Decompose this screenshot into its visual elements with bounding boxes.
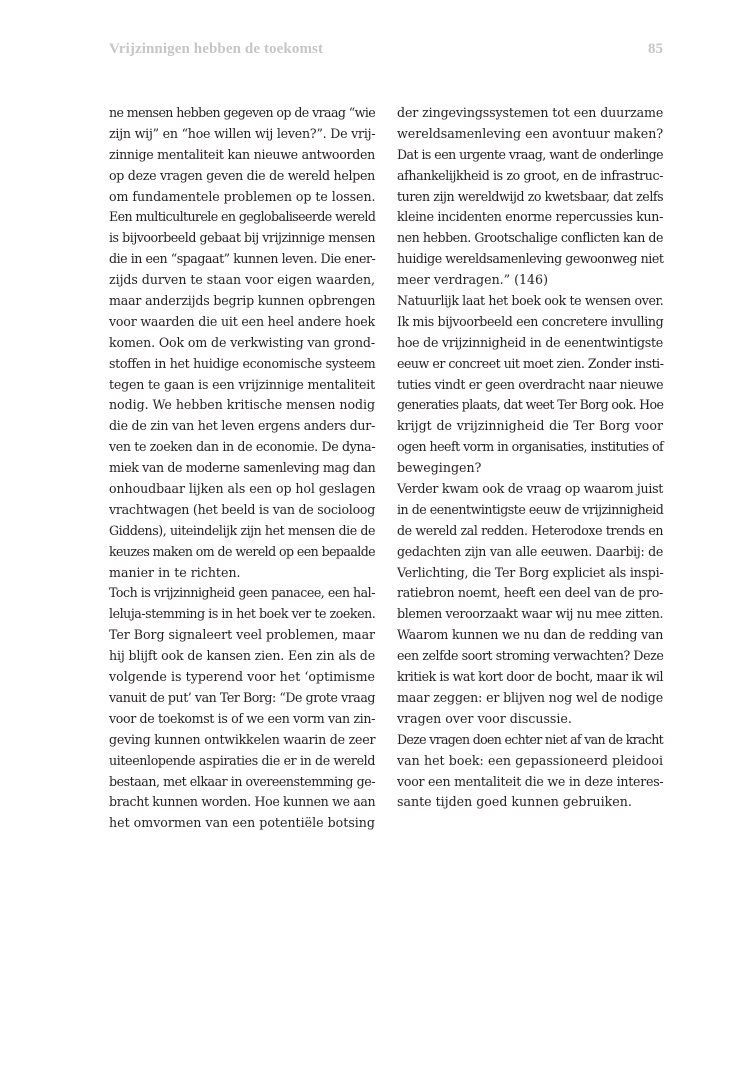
text-line: tuties vindt er geen overdracht naar nieuwe <box>397 376 664 392</box>
text-line: zijds durven te staan voor eigen waarden, <box>109 272 375 288</box>
text-line: voor een mentaliteit die we in deze interes- <box>397 773 664 789</box>
text-line: Een multiculturele en geglobaliseerde wereld <box>109 209 376 225</box>
text-line: blemen veroorzaakt waar wij nu mee zitten. <box>397 606 664 622</box>
text-line: die in een “spagaat” kunnen leven. Die ener- <box>109 251 376 267</box>
text-line: eeuw er concreet uit moet zien. Zonder insti- <box>397 355 664 371</box>
text-line: Verder kwam ook de vraag op waarom juist <box>397 481 663 497</box>
text-line: der zingevingssystemen tot een duurzame <box>397 105 664 120</box>
text-line: van het boek: een gepassioneerd pleidooi <box>397 752 663 768</box>
text-line: Ik mis bijvoorbeeld een concretere invulling <box>397 313 664 329</box>
text-line: ogen heeft vorm in organisaties, instituties of <box>397 439 664 455</box>
running-head-title: Vrijzinnigen hebben de toekomst <box>109 41 324 57</box>
text-line: tegen te gaan is een vrijzinnige mentaliteit <box>109 376 375 392</box>
text-line: huidige wereldsamenleving gewoonweg niet <box>397 251 664 267</box>
text-line: om fundamentele problemen op te lossen. <box>109 188 376 204</box>
text-line: maar anderzijds begrip kunnen opbrengen <box>109 293 376 309</box>
text-line: Dat is een urgente vraag, want de onderlinge <box>397 146 663 162</box>
text-line: ne mensen hebben gegeven op de vraag “wie <box>109 105 376 120</box>
text-line: meer verdragen.” (146) <box>397 272 548 288</box>
text-line: volgende is typerend voor het ‘optimisme <box>109 669 375 685</box>
text-line: miek van de moderne samenleving mag dan <box>109 460 376 476</box>
text-line: Deze vragen doen echter niet af van de kracht <box>397 731 663 747</box>
text-line: Verlichting, die Ter Borg expliciet als inspi- <box>397 564 664 580</box>
text-line: Toch is vrijzinnigheid geen panacee, een hal- <box>109 585 375 601</box>
text-line: onhoudbaar lijken als een op hol geslagen <box>109 481 376 497</box>
text-line: maar zeggen: er blijven nog wel de nodige <box>397 689 664 705</box>
text-line: bracht kunnen worden. Hoe kunnen we aan <box>109 794 376 810</box>
text-line: voor de toekomst is of we een vorm van zin- <box>109 710 376 726</box>
text-line: komen. Ook om de verkwisting van grond- <box>109 334 375 350</box>
text-line: vrachtwagen (het beeld is van de socioloog <box>109 501 376 517</box>
text-line: sante tijden goed kunnen gebruiken. <box>397 794 632 810</box>
text-line: nen hebben. Grootschalige conflicten kan de <box>397 230 663 246</box>
text-line: in de eenentwintigste eeuw de vrijzinnigheid <box>397 501 664 517</box>
text-line: hoe de vrijzinnigheid in de eenentwintigste <box>397 334 663 350</box>
text-line: bestaan, met elkaar in overeenstemming ge- <box>109 773 375 789</box>
text-line: gedachten zijn van alle eeuwen. Daarbij: de <box>397 543 663 559</box>
text-line: krijgt de vrijzinnigheid die Ter Borg voor <box>397 418 663 434</box>
text-line: kritiek is wat kort door de bocht, maar ik wil <box>397 669 664 685</box>
text-line: zijn wij” en “hoe willen wij leven?”. De vrij- <box>109 125 376 141</box>
text-line: ven te zoeken dan in de economie. De dyna- <box>109 439 376 455</box>
text-line: nodig. We hebben kritische mensen nodig <box>109 397 375 413</box>
text-line: voor waarden die uit een heel andere hoek <box>109 313 375 329</box>
text-line: Ter Borg signaleert veel problemen, maar <box>109 627 375 643</box>
text-line: manier in te richten. <box>109 564 241 580</box>
text-line: wereldsamenleving een avontuur maken? <box>397 125 664 141</box>
text-line: een zelfde soort stroming verwachten? Deze <box>397 648 664 664</box>
text-line: de wereld zal redden. Heterodoxe trends en <box>397 522 664 538</box>
text-line: geving kunnen ontwikkelen waarin de zeer <box>109 731 376 747</box>
text-line: kleine incidenten enorme repercussies kun- <box>397 209 663 225</box>
text-line: leluja-stemming is in het boek ver te zoeken. <box>109 606 376 622</box>
text-line: het omvormen van een potentiële botsing <box>109 815 375 831</box>
text-line: is bijvoorbeeld gebaat bij vrijzinnige mensen <box>109 230 375 246</box>
text-line: hij blijft ook de kansen zien. Een zin als de <box>109 648 375 664</box>
text-line: vragen over voor discussie. <box>397 710 572 726</box>
text-line: die de zin van het leven ergens anders dur- <box>109 418 376 434</box>
text-line: keuzes maken om de wereld op een bepaalde <box>109 543 376 559</box>
text-line: Waarom kunnen we nu dan de redding van <box>397 627 664 643</box>
text-line: vanuit de put’ van Ter Borg: “De grote vraag <box>109 689 375 705</box>
text-line: Natuurlijk laat het boek ook te wensen over. <box>397 293 664 309</box>
text-line: ratiebron noemt, heeft een deel van de pro- <box>397 585 663 601</box>
text-line: turen zijn wereldwijd zo kwetsbaar, dat zelfs <box>397 188 664 204</box>
left-text-column <box>109 103 375 834</box>
text-line: bewegingen? <box>397 460 482 476</box>
text-line: generaties plaats, dat weet Ter Borg ook. Hoe <box>397 397 664 413</box>
right-text-column <box>397 103 663 813</box>
page-number: 85 <box>648 41 663 57</box>
text-line: uiteenlopende aspiraties die er in de wereld <box>109 752 376 768</box>
text-line: op deze vragen geven die de wereld helpen <box>109 167 375 183</box>
text-line: zinnige mentaliteit kan nieuwe antwoorden <box>109 146 375 162</box>
text-line: Giddens), uiteindelijk zijn het mensen die de <box>109 522 375 538</box>
text-line: afhankelijkheid is zo groot, en de infrastruc- <box>397 167 663 183</box>
text-line: stoffen in het huidige economische systeem <box>109 355 376 371</box>
